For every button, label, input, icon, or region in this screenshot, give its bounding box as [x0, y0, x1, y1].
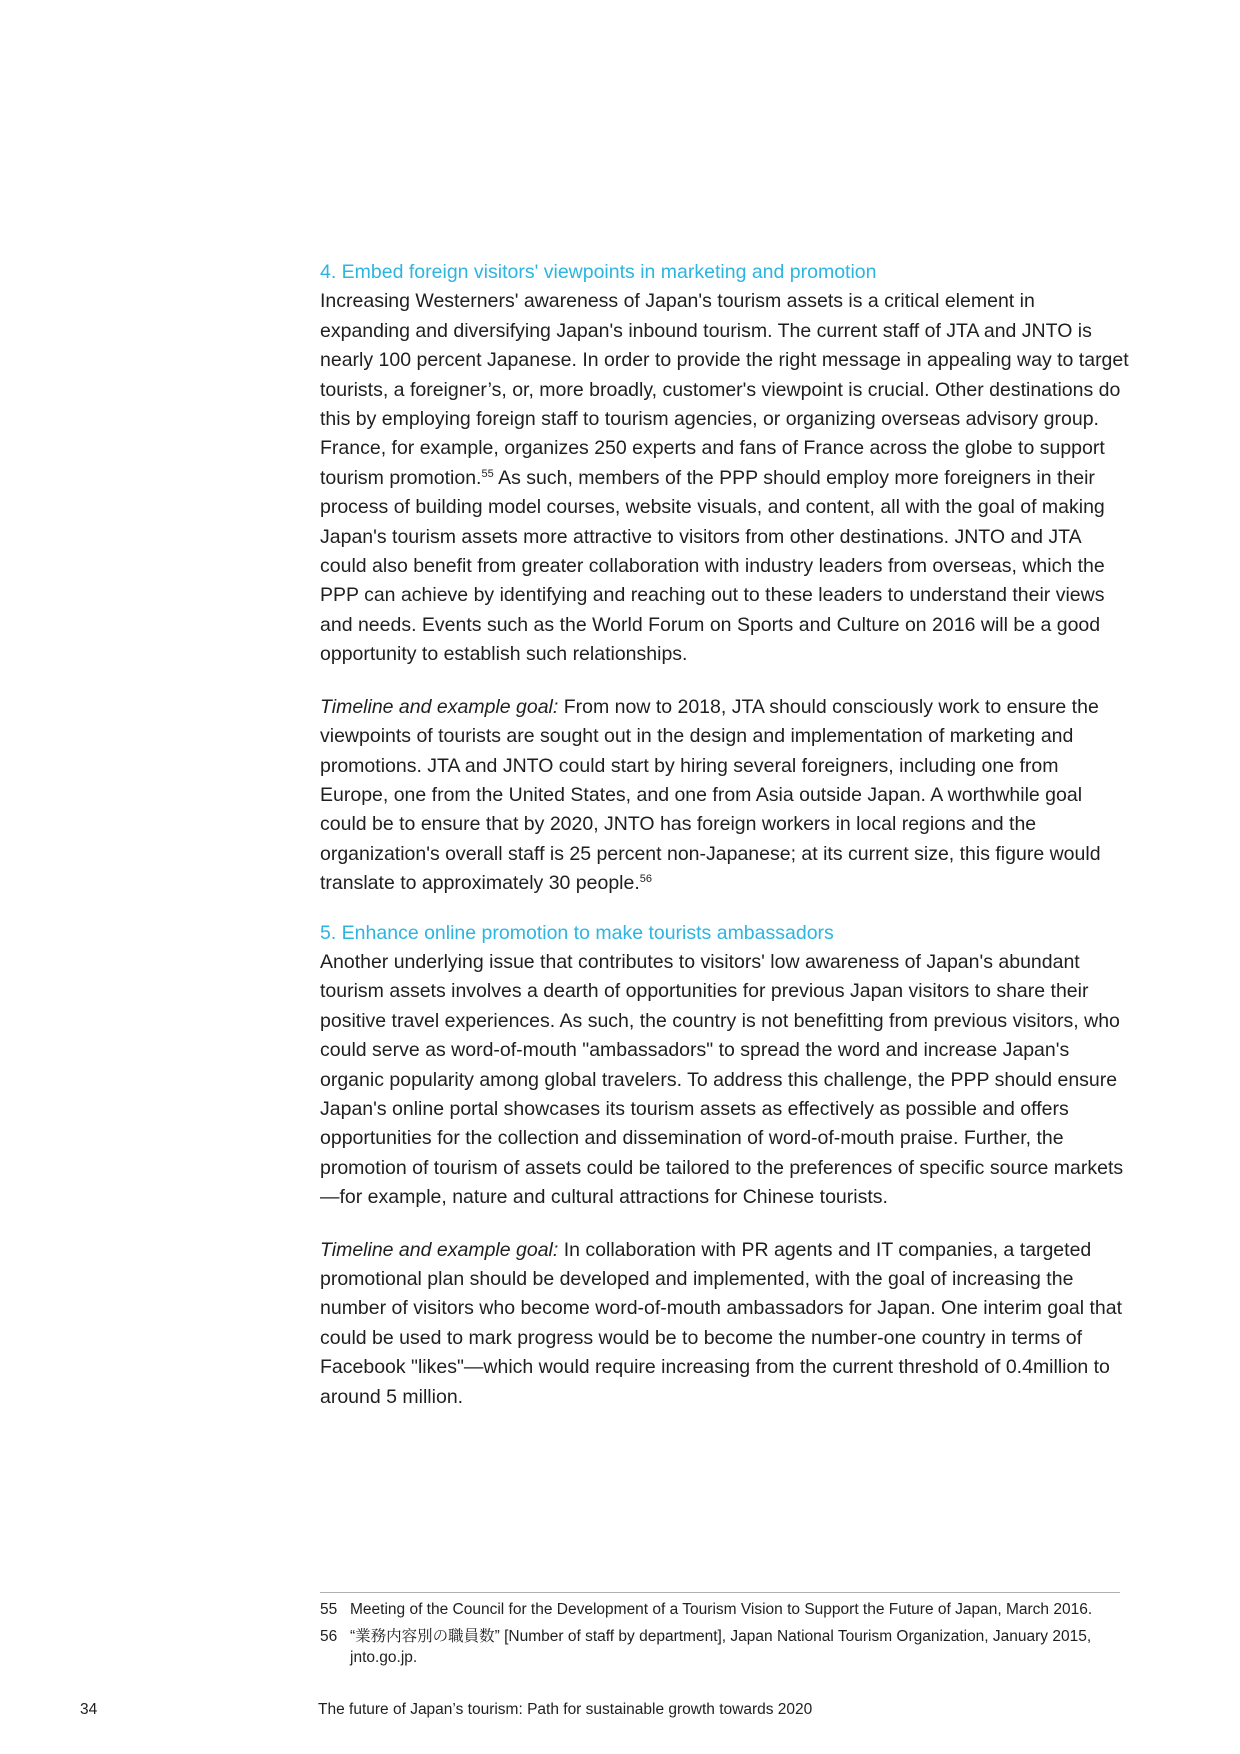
- section-5-heading: 5. Enhance online promotion to make tourists ambassadors: [320, 921, 834, 944]
- footnote-number: 55: [320, 1601, 338, 1618]
- section-4-timeline-label: Timeline and example goal:: [320, 695, 559, 718]
- section-5-timeline-text: In collaboration with PR agents and IT companies, a targeted promotional plan should be developed and implemented, with the goal of increasing the number of visitors who become word-of-mouth ambassadors for Japan. One interim goal that could be used to mark progress would be to become the number-one country in terms of Facebook "likes"—which would require increasing from the current threshold of 0.4million to around 5 million.: [320, 1238, 1123, 1408]
- section-5-timeline: [320, 1236, 1130, 1412]
- footnote-text: “業務内容別の職員数” [Number of staff by department], Japan National Tourism Organization, January 2015, jnto.go.jp.: [350, 1628, 1092, 1666]
- section-4-timeline: [320, 693, 1130, 899]
- footer-title: The future of Japan’s tourism: Path for sustainable growth towards 2020: [318, 1701, 813, 1718]
- footnote-ref-56: 56: [639, 873, 653, 886]
- footnote-55: [320, 1599, 1120, 1620]
- footnote-56: [320, 1626, 1120, 1668]
- section-4-paragraph: [320, 287, 1130, 669]
- section-4-heading: 4. Embed foreign visitors' viewpoints in marketing and promotion: [320, 261, 877, 283]
- footnote-ref-55: 55: [481, 467, 494, 480]
- section-5-paragraph: Another underlying issue that contributes to visitors' low awareness of Japan's abundant tourism assets involves a dearth of opportunities for previous Japan visitors to share their positive travel experiences. As such, the country is not benefitting from previous visitors, who could serve as word-of-mouth "ambassadors" to spread the word and increase Japan's organic popularity among global travelers. To address this challenge, the PPP should ensure Japan's online portal showcases its tourism assets as effectively as possible and offers opportunities for the collection and dissemination of word-of-mouth praise. Further, the promotion of tourism of assets could be tailored to the preferences of specific source markets—for example, nature and cultural attractions for Chinese tourists.: [320, 950, 1124, 1209]
- section-4-timeline-text: From now to 2018, JTA should consciously work to ensure the viewpoints of tourists are sought out in the design and implementation of marketing and promotions. JTA and JNTO could start by hiring several foreigners, including one from Europe, one from the United States, and one from Asia outside Japan. A worthwhile goal could be to ensure that by 2020, JNTO has foreign workers in local regions and the organization's overall staff is 25 percent non-Japanese; at its current size, this figure would translate to approximately 30 people.: [320, 695, 1101, 895]
- section-5-timeline-label: Timeline and example goal:: [320, 1238, 559, 1261]
- footnote-text: Meeting of the Council for the Development of a Tourism Vision to Support the Future of Japan, March 2016.: [350, 1601, 1093, 1618]
- page-number: 34: [80, 1701, 98, 1718]
- section-4-paragraph-text-a: Increasing Westerners' awareness of Japan's tourism assets is a critical element in expanding and diversifying Japan's inbound tourism. The current staff of JTA and JNTO is nearly 100 percent Japanese. In order to provide the right message in appealing way to target tourists, a foreigner’s, or, more broadly, customer's viewpoint is crucial. Other destinations do this by employing foreign staff to tourism agencies, or organizing overseas advisory group. France, for example, organizes 250 experts and fans of France across the globe to support tourism promotion.: [320, 290, 1129, 489]
- main-content: [320, 258, 1130, 1412]
- footnote-number: 56: [320, 1628, 338, 1645]
- section-4-paragraph-text-b: As such, members of the PPP should employ more foreigners in their process of building model courses, website visuals, and content, all with the goal of making Japan's tourism assets more attractive to visitors from other destinations. JNTO and JTA could also benefit from greater collaboration with industry leaders from overseas, which the PPP can achieve by identifying and reaching out to these leaders to understand their views and needs. Events such as the World Forum on Sports and Culture on 2016 will be a good opportunity to establish such relationships.: [320, 466, 1105, 666]
- footnotes: [320, 1592, 1120, 1674]
